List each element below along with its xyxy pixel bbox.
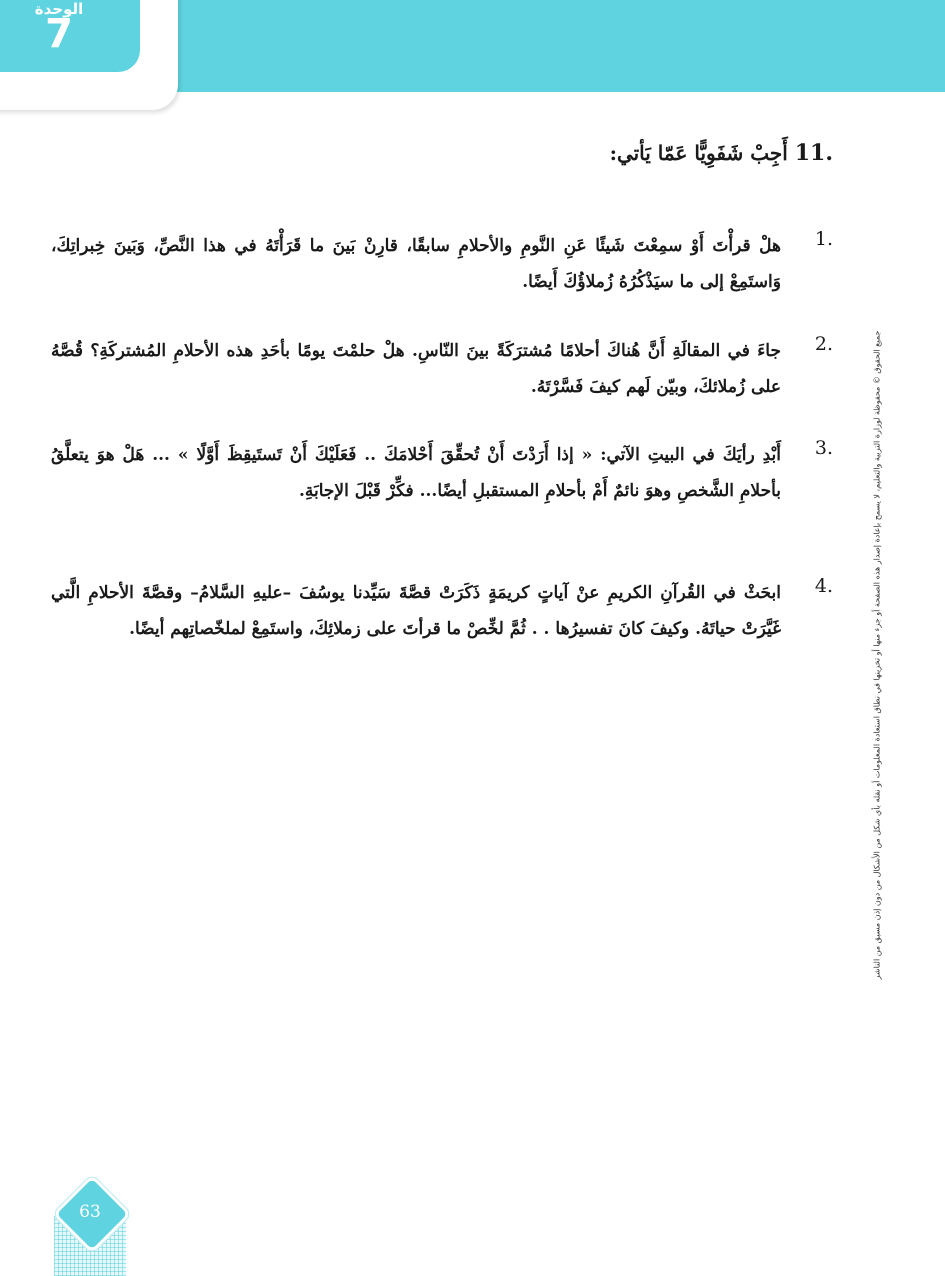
item-number: 3. bbox=[814, 437, 833, 459]
page-number: 63 bbox=[79, 1202, 101, 1222]
question-title: أَجِبْ شَفَوِيًّا عَمّا يَأتي: bbox=[609, 141, 788, 165]
question-number: 11. bbox=[794, 140, 833, 166]
copyright-side-note bbox=[869, 300, 885, 1010]
copyright-text: جميع الحقوق © محفوظة لوزارة التربية والتعليم، لا يسمح بإعادة إصدار هذه الصفحة أو جزء منها أو تخزينها في نطاق استعادة المعلومات أو نقله بأي شكل من الأشكال من دون إذن مسبق من الناشر bbox=[872, 330, 882, 980]
unit-label: الوحدة bbox=[34, 0, 84, 18]
item-text: أَبْدِ رأيَكَ في البيتِ الآتي: « إذا أَرَدْتَ أَنْ تُحقِّقَ أَحْلامَكَ .. فَعَلَيْكَ أَنْ تَستَيقِظَ أَوَّلًا » ... هَلْ هوَ يتعلَّقُ بأحلامِ الشَّخصِ وهوَ نائمٌ أَمْ بأحلامِ المستقبلِ أيضًا... فكِّرْ قَبْلَ الإجابَةِ. bbox=[51, 445, 781, 501]
unit-number: 7 bbox=[45, 11, 73, 57]
item-number: 1. bbox=[814, 228, 833, 250]
unit-tab bbox=[0, 0, 178, 110]
item-number: 4. bbox=[814, 575, 833, 597]
item-number: 2. bbox=[814, 333, 833, 355]
item-text: ابحَثْ في القُرآنِ الكريمِ عنْ آياتٍ كريمَةٍ ذَكَرَتْ قصَّةَ سَيِّدنا يوسُفَ –عليهِ السَّلامُ– وقصَّةَ الأحلامِ الَّتي غَيَّرَتْ حياتَهُ. وكيفَ كانَ تفسيرُها . . ثُمَّ لخِّصْ ما قرأتَ على زملائِكَ، واستَمِعْ لملخّصاتِهم أيضًا. bbox=[51, 583, 781, 639]
item-text: هلْ قرأْتَ أَوْ سمِعْتَ شَيئًا عَنِ النَّومِ والأحلامِ سابقًا، قارِنْ بَينَ ما قَرَأْتَهُ في هذا النَّصِّ، وَبَينَ خِبراتِكَ، وَاستَمِعْ إلى ما سيَذْكُرُهُ زُملاؤُكَ أَيضًا. bbox=[51, 236, 781, 292]
page-number-badge bbox=[52, 1176, 128, 1276]
question-heading bbox=[610, 140, 833, 166]
item-text: جاءَ في المقالَةِ أَنَّ هُناكَ أحلامًا مُشترَكَةً بينَ النّاسِ. هلْ حلمْتَ يومًا بأحَدِ هذه الأحلامِ المُشتركَةِ؟ قُصَّهُ على زُملائكَ، وبيّن لَهم كيفَ فَسَّرْتَهُ. bbox=[51, 341, 781, 397]
